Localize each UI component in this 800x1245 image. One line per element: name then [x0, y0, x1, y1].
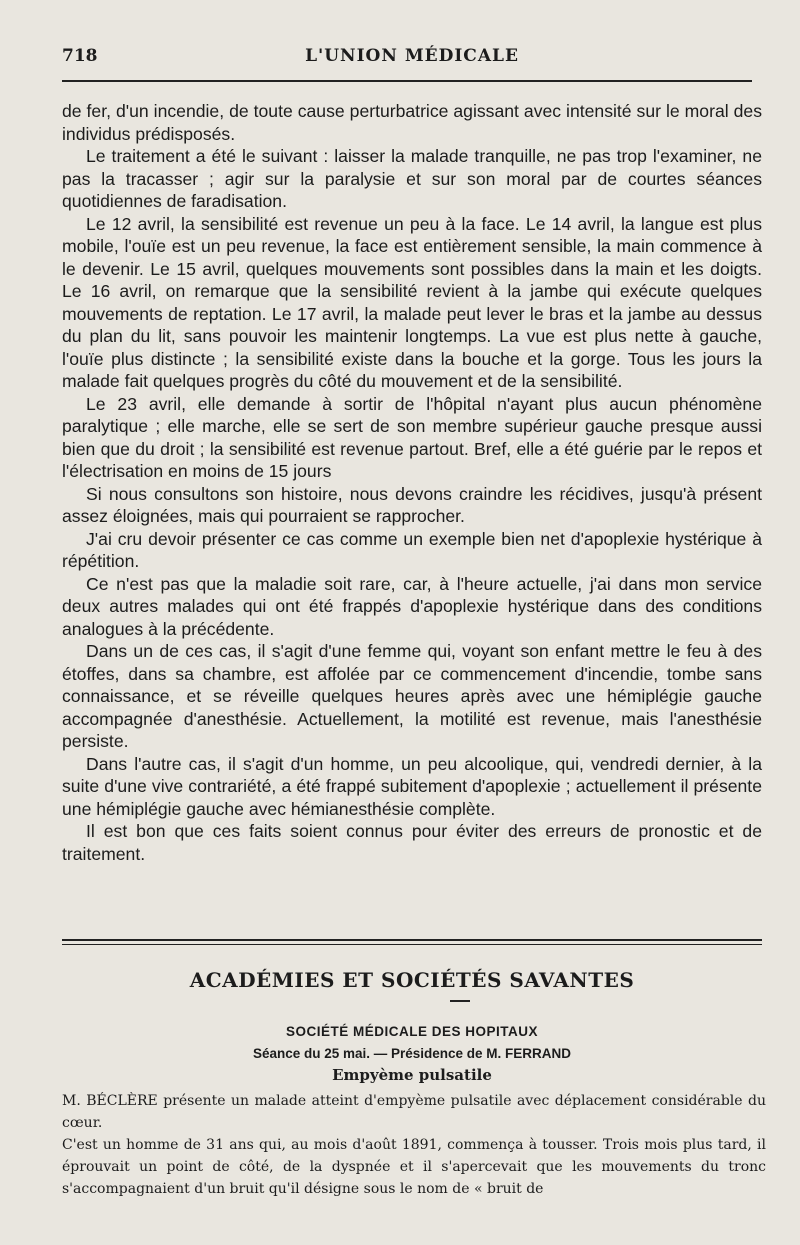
title-dash	[450, 1000, 470, 1002]
running-title: L'UNION MÉDICALE	[305, 46, 519, 66]
paragraph: J'ai cru devoir présenter ce cas comme un exemple bien net d'apoplexie hystérique à répétition.	[62, 528, 762, 571]
page-header	[62, 46, 762, 70]
subject-heading: Empyème pulsatile	[332, 1066, 492, 1084]
paragraph: Ce n'est pas que la maladie soit rare, car, à l'heure actuelle, j'ai dans mon service deux autres malades qui ont été frappés d'apoplexie hystérique dans des conditions analogues à la précédente.	[62, 573, 762, 639]
paragraph: Dans l'autre cas, il s'agit d'un homme, un peu alcoolique, qui, vendredi dernier, à la suite d'une vive contrariété, a été frappé subitement d'apoplexie ; actuellement il présente une hémiplégie gauche avec hémianesthésie complète.	[62, 753, 762, 819]
society-heading: SOCIÉTÉ MÉDICALE DES HOPITAUX	[285, 1024, 539, 1039]
paragraph: Le 12 avril, la sensibilité est revenue un peu à la face. Le 14 avril, la langue est plus mobile, l'ouïe est un peu revenue, la face est entièrement sensible, la main commence à le devenir. Le 15 avril, quelques mouvements sont possibles dans la main et les doigts. Le 16 avril, on remarque que la sensibilité revient à la jambe qui exécute quelques mouvements de reptation. Le 17 avril, la malade peut lever le bras et la jambe au dessus du plan du lit, sans pouvoir les maintenir longtemps. La vue est plus nette à gauche, l'ouïe plus distincte ; la sensibilité existe dans la bouche et la gorge. Tous les jours la malade fait quelques progrès du côté du mouvement et de la sensibilité.	[62, 213, 762, 391]
paragraph: M. BÉCLÈRE présente un malade atteint d'empyème pulsatile avec déplacement considérable du cœur.	[62, 1093, 766, 1131]
paragraph: Le traitement a été le suivant : laisser la malade tranquille, ne pas trop l'examiner, ne pas la tracasser ; agir sur la paralysie et sur son moral par de courtes séances quotidiennes de faradisation.	[62, 146, 762, 211]
section-title: ACADÉMIES ET SOCIÉTÉS SAVANTES	[189, 968, 635, 992]
paragraph: Si nous consultons son histoire, nous devons craindre les récidives, jusqu'à présent assez éloignées, mais qui pourraient se rapprocher.	[62, 483, 762, 526]
paragraph: Il est bon que ces faits soient connus pour éviter des erreurs de pronostic et de traitement.	[62, 821, 762, 864]
paragraph: C'est un homme de 31 ans qui, au mois d'août 1891, commença à tousser. Trois mois plus tard, il éprouvait un point de côté, de la dyspnée et il s'apercevait que les mouvements du tronc s'accompagnaient d'un bruit qu'il désigne sous le nom de « bruit de	[62, 1137, 766, 1197]
page-number: 718	[62, 46, 98, 66]
paragraph: de fer, d'un incendie, de toute cause perturbatrice agissant avec intensité sur le moral des individus prédisposés.	[62, 101, 762, 144]
article-body	[62, 100, 762, 865]
section-divider	[62, 939, 762, 941]
paragraph: Dans un de ces cas, il s'agit d'une femme qui, voyant son enfant mettre le feu à des étoffes, dans sa chambre, est affolée par ce commencement d'incendie, tombe sans connaissance, et se réveille quelques heures après avec une hémiplégie gauche accompagnée d'anesthésie. Actuellement, la motilité est revenue, mais l'anesthésie persiste.	[62, 641, 762, 751]
section-divider	[62, 944, 762, 945]
report-body	[62, 1090, 766, 1200]
seance-line: Séance du 25 mai. — Présidence de M. FERRAND	[252, 1046, 572, 1061]
paragraph: Le 23 avril, elle demande à sortir de l'hôpital n'ayant plus aucun phénomène paralytique ; elle marche, elle se sert de son membre supérieur gauche presque aussi bien que du droit ; la sensibilité est revenue partout. Bref, elle a été guérie par le repos et l'électrisation en moins de 15 jours	[62, 393, 762, 481]
header-rule	[62, 80, 752, 82]
